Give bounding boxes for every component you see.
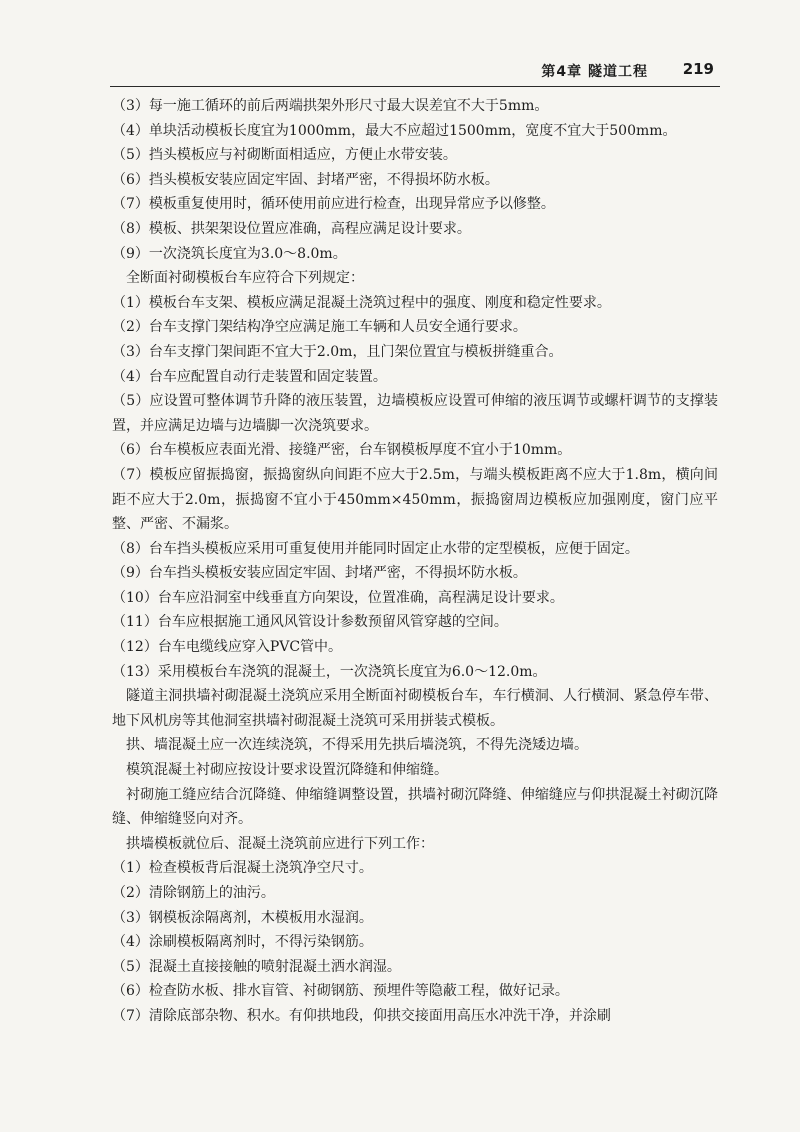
paragraph: （4）单块活动模板长度宜为1000mm，最大不应超过1500mm，宽度不宜大于500mm。 (112, 122, 677, 139)
paragraph: （3）每一施工循环的前后两端拱架外形尺寸最大误差宜不大于5mm。 (112, 98, 549, 114)
paragraph: （1）检查模板背后混凝土浇筑净空尺寸。 (112, 860, 373, 877)
paragraph: （5）混凝土直接接触的喷射混凝土洒水润湿。 (112, 958, 401, 975)
paragraph: （4）台车应配置自动行走装置和固定装置。 (112, 368, 387, 385)
paragraph: （5）挡头模板应与衬砌断面相适应，方便止水带安装。 (112, 147, 457, 164)
paragraph: （1）模板台车支架、模板应满足混凝土浇筑过程中的强度、刚度和稳定性要求。 (112, 294, 611, 311)
paragraph: （4）涂刷模板隔离剂时，不得污染钢筋。 (112, 934, 373, 951)
page-number: 219 (682, 60, 714, 78)
paragraph: （12）台车电缆线应穿入PVC管中。 (112, 639, 343, 656)
body-text (112, 94, 718, 1029)
paragraph: （6）台车模板应表面光滑、接缝严密，台车钢模板厚度不宜小于10mm。 (112, 442, 572, 459)
paragraph: （8）模板、拱架架设位置应准确，高程应满足设计要求。 (112, 220, 471, 237)
paragraph: （9）台车挡头模板安装应固定牢固、封堵严密，不得损坏防水板。 (112, 565, 527, 582)
paragraph: （13）采用模板台车浇筑的混凝土，一次浇筑长度宜为6.0～12.0m。 (112, 663, 547, 680)
paragraph: 拱、墙混凝土应一次连续浇筑，不得采用先拱后墙浇筑，不得先浇矮边墙。 (126, 737, 588, 754)
chapter-title: 第4章 隧道工程 (541, 64, 648, 80)
paragraph: （10）台车应沿洞室中线垂直方向架设，位置准确，高程满足设计要求。 (112, 589, 564, 606)
paragraph: 隧道主洞拱墙衬砌混凝土浇筑应采用全断面衬砌模板台车，车行横洞、人行横洞、紧急停车带、地下风机房等其他洞室拱墙衬砌混凝土浇筑可采用拼装式模板。 (112, 688, 718, 729)
paragraph: （3）钢模板涂隔离剂，木模板用水湿润。 (112, 909, 373, 926)
section-intro: 全断面衬砌模板台车应符合下列规定： (126, 270, 364, 287)
paragraph: （7）模板重复使用时，循环使用前应进行检查，出现异常应予以修整。 (112, 196, 555, 213)
paragraph: 模筑混凝土衬砌应按设计要求设置沉降缝和伸缩缝。 (126, 762, 448, 779)
paragraph: （2）台车支撑门架结构净空应满足施工车辆和人员安全通行要求。 (112, 319, 527, 336)
paragraph: （7）清除底部杂物、积水。有仰拱地段，仰拱交接面用高压水冲洗干净，并涂刷 (112, 1007, 611, 1024)
paragraph: （2）清除钢筋上的油污。 (112, 885, 275, 901)
paragraph: （11）台车应根据施工通风风管设计参数预留风管穿越的空间。 (112, 614, 508, 631)
paragraph: （6）挡头模板安装应固定牢固、封堵严密，不得损坏防水板。 (112, 171, 499, 188)
paragraph: （6）检查防水板、排水盲管、衬砌钢筋、预埋件等隐蔽工程，做好记录。 (112, 983, 569, 1000)
section-intro: 拱墙模板就位后、混凝土浇筑前应进行下列工作： (126, 835, 434, 852)
paragraph: 衬砌施工缝应结合沉降缝、伸缩缝调整设置，拱墙衬砌沉降缝、伸缩缝应与仰拱混凝土衬砌沉降缝、伸缩缝竖向对齐。 (112, 786, 718, 828)
paragraph: （8）台车挡头模板应采用可重复使用并能同时固定止水带的定型模板，应便于固定。 (112, 540, 639, 557)
paragraph: （9）一次浇筑长度宜为3.0～8.0m。 (112, 245, 347, 262)
paragraph: （3）台车支撑门架间距不宜大于2.0m，且门架位置宜与模板拼缝重合。 (112, 343, 563, 360)
page-header (110, 56, 720, 87)
paragraph: （5）应设置可整体调节升降的液压装置，边墙模板应设置可伸缩的液压调节或螺杆调节的支撑装置，并应满足边墙与边墙脚一次浇筑要求。 (112, 393, 718, 434)
paragraph: （7）模板应留振捣窗，振捣窗纵向间距不应大于2.5m，与端头模板距离不应大于1.8m，横向间距不应大于2.0m，振捣窗不宜小于450mm×450mm，振捣窗周边模板应加强刚度，窗门应平整、严密、不漏浆。 (112, 466, 718, 533)
